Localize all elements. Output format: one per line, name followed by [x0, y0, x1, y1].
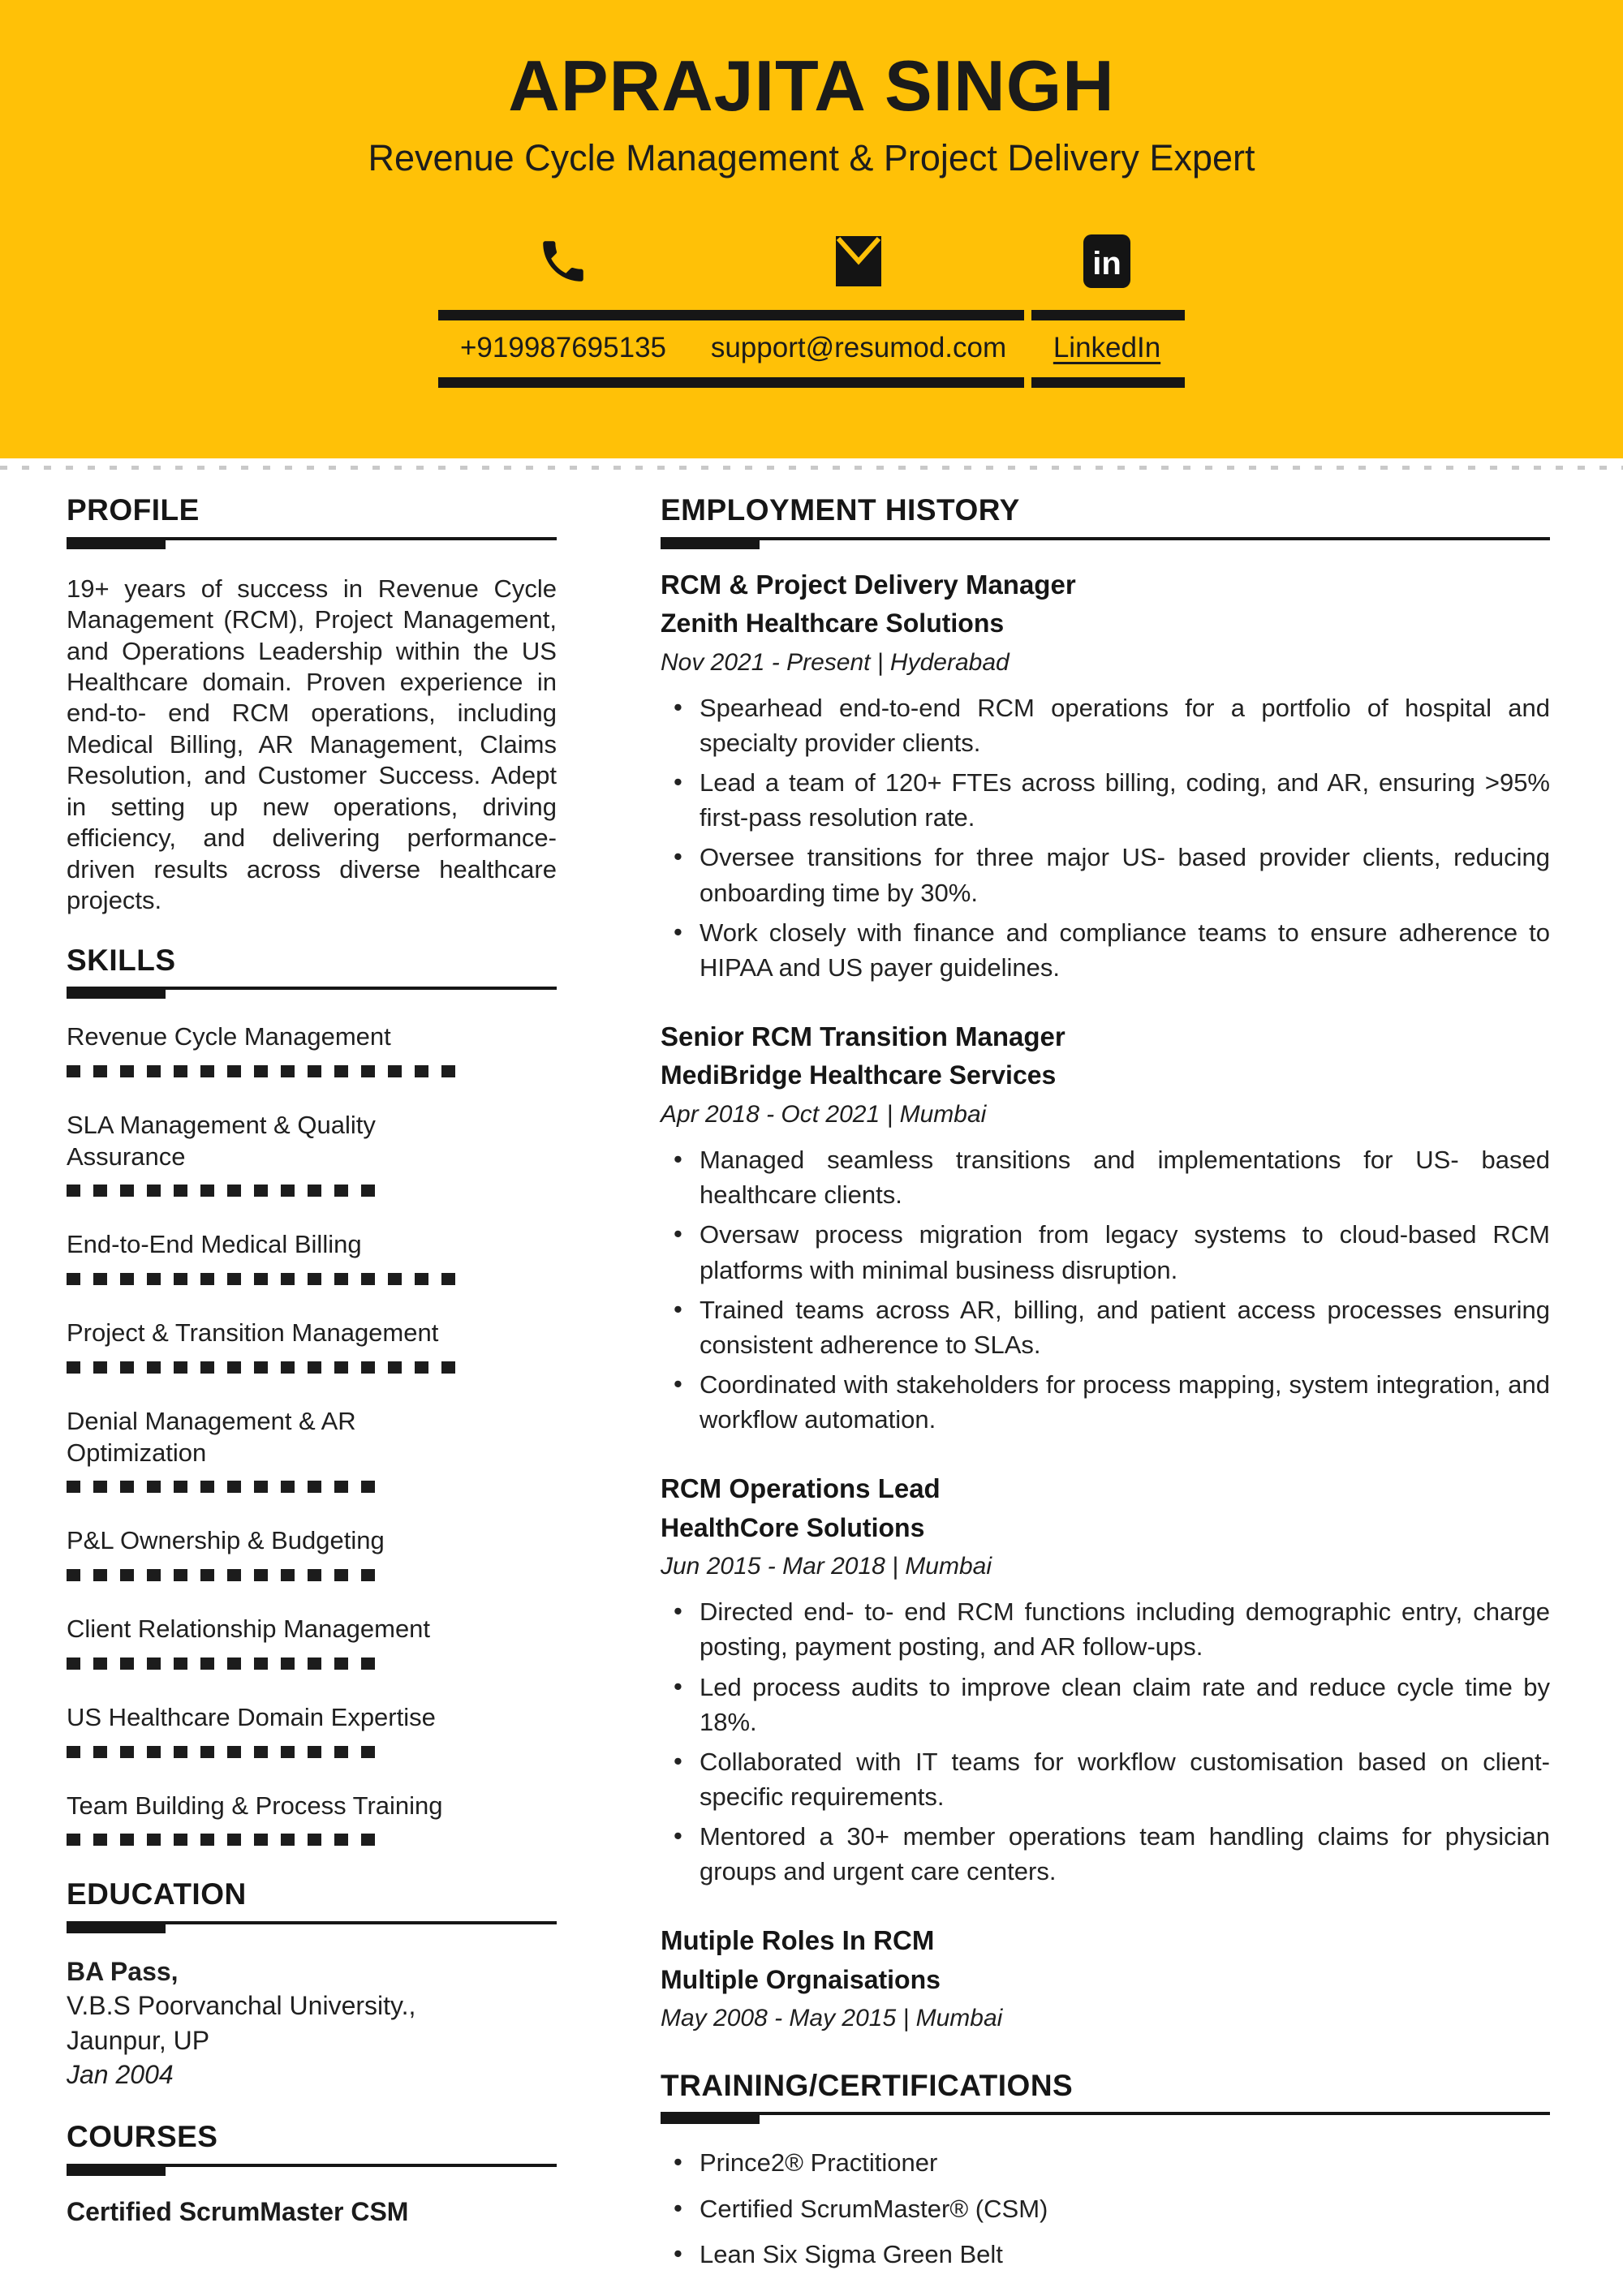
job-company: HealthCore Solutions: [661, 1512, 925, 1542]
skills-list: [67, 1021, 557, 1846]
job-bullet: • Oversaw process migration from legacy systems to cloud-based RCM platforms with minimal business disruption.: [661, 1217, 1550, 1287]
job-bullet: • Lead a team of 120+ FTEs across billing, coding, and AR, ensuring >95% first-pass resolution rate.: [661, 765, 1550, 835]
job-title: RCM Operations Lead: [661, 1473, 941, 1503]
job-bullets: [661, 1594, 1550, 1889]
job-bullet: • Work closely with finance and compliance teams to ensure adherence to HIPAA and US payer guidelines.: [661, 915, 1550, 985]
skill-item: [67, 1406, 557, 1494]
job-entry: [661, 1021, 1550, 1437]
courses-list: [67, 2197, 557, 2227]
skill-label: Client Relationship Management: [67, 1615, 431, 1644]
skill-item: [67, 1614, 557, 1670]
education-location: Jaunpur, UP: [67, 2025, 210, 2055]
training-section: [661, 2070, 1550, 2272]
email-icon: [836, 236, 881, 286]
skill-item: [67, 1791, 557, 1847]
training-item: • Prince2® Practitioner: [661, 2145, 1550, 2180]
course-item: Certified ScrumMaster CSM: [67, 2196, 409, 2226]
jobs-container: [661, 569, 1550, 2034]
skill-level-bar: [67, 1361, 458, 1374]
job-dates-location: Nov 2021 - Present | Hyderabad: [661, 648, 1010, 676]
skill-level-bar: [67, 1569, 385, 1581]
email-icon-cell: [688, 236, 1029, 286]
skill-level-bar: [67, 1834, 385, 1846]
job-bullet: • Trained teams across AR, billing, and patient access processes ensuring consistent adherence to SLAs.: [661, 1292, 1550, 1362]
email-address: support@resumod.com: [710, 332, 1007, 364]
skill-label: Team Building & Process Training: [67, 1791, 443, 1820]
body-columns: [0, 470, 1623, 2282]
skill-level-bar: [67, 1185, 385, 1197]
employment-section: [661, 494, 1550, 2034]
job-bullet: • Collaborated with IT teams for workflow customisation based on client-specific requirements.: [661, 1744, 1550, 1814]
employment-heading: EMPLOYMENT HISTORY: [661, 493, 1020, 527]
linkedin-link[interactable]: LinkedIn: [1053, 332, 1161, 364]
linkedin-icon: in: [1083, 234, 1130, 288]
job-title: RCM & Project Delivery Manager: [661, 569, 1076, 600]
skill-item: [67, 1525, 557, 1581]
header: [0, 0, 1623, 458]
person-name: APRAJITA SINGH: [508, 45, 1115, 126]
education-degree: BA Pass,: [67, 1957, 179, 1987]
training-item: • Certified ScrumMaster® (CSM): [661, 2191, 1550, 2226]
skill-label: P&L Ownership & Budgeting: [67, 1526, 385, 1555]
job-bullet: • Spearhead end-to-end RCM operations for a portfolio of hospital and specialty provider clients.: [661, 690, 1550, 760]
skill-level-bar: [67, 1273, 458, 1285]
training-heading: TRAINING/CERTIFICATIONS: [661, 2068, 1074, 2102]
job-bullets: [661, 690, 1550, 985]
skills-section: [67, 944, 557, 1847]
contact-block: [438, 230, 1185, 388]
contact-icons-row: [438, 230, 1185, 292]
job-dates-location: May 2008 - May 2015 | Mumbai: [661, 2005, 1003, 2032]
courses-heading-rule: [67, 2164, 557, 2176]
education-heading: EDUCATION: [67, 1877, 247, 1911]
job-entry: [661, 1924, 1550, 2033]
job-dates-location: Apr 2018 - Oct 2021 | Mumbai: [661, 1100, 987, 1128]
job-bullet: • Directed end- to- end RCM functions including demographic entry, charge posting, payment posting, and AR follow-ups.: [661, 1594, 1550, 1664]
contact-divider-top: [438, 310, 1185, 320]
skill-level-bar: [67, 1746, 385, 1758]
skill-label: Denial Management & AR Optimization: [67, 1406, 356, 1467]
education-section: [67, 1878, 557, 2092]
skill-label: End-to-End Medical Billing: [67, 1230, 362, 1259]
profile-heading-rule: [67, 537, 557, 549]
skill-item: [67, 1110, 557, 1197]
phone-number: +919987695135: [459, 332, 667, 364]
skill-level-bar: [67, 1481, 385, 1493]
job-entry: [661, 1473, 1550, 1889]
job-title: Senior RCM Transition Manager: [661, 1021, 1065, 1051]
skill-label: Project & Transition Management: [67, 1318, 439, 1348]
education-school: V.B.S Poorvanchal University.,: [67, 1991, 416, 2021]
education-date: Jan 2004: [67, 2059, 174, 2089]
skill-level-bar: [67, 1065, 458, 1077]
job-company: Zenith Healthcare Solutions: [661, 608, 1005, 638]
skills-heading-rule: [67, 987, 557, 999]
job-dates-location: Jun 2015 - Mar 2018 | Mumbai: [661, 1552, 992, 1580]
profile-heading: PROFILE: [67, 493, 200, 527]
skills-heading: SKILLS: [67, 943, 176, 977]
job-entry: [661, 569, 1550, 985]
skill-label: US Healthcare Domain Expertise: [67, 1702, 436, 1731]
skill-label: SLA Management & Quality Assurance: [67, 1110, 376, 1171]
training-heading-rule: [661, 2112, 1550, 2124]
training-item: • Lean Six Sigma Green Belt: [661, 2237, 1550, 2272]
skill-item: [67, 1318, 557, 1374]
phone-icon: [536, 234, 590, 288]
skill-item: [67, 1021, 557, 1077]
left-column: [67, 494, 557, 2282]
skill-level-bar: [67, 1658, 385, 1670]
courses-heading: COURSES: [67, 2120, 218, 2154]
right-column: [661, 494, 1550, 2282]
job-title: Mutiple Roles In RCM: [661, 1925, 935, 1956]
education-heading-rule: [67, 1921, 557, 1933]
courses-section: [67, 2121, 557, 2227]
education-entry: [67, 1954, 557, 2092]
employment-heading-rule: [661, 537, 1550, 549]
linkedin-icon-cell: [1029, 234, 1185, 288]
skill-item: [67, 1702, 557, 1758]
job-bullet: • Oversee transitions for three major US- based provider clients, reducing onboarding time by 30%.: [661, 840, 1550, 909]
training-list: [661, 2145, 1550, 2272]
profile-section: [67, 494, 557, 917]
job-bullet: • Mentored a 30+ member operations team handling claims for physician groups and urgent care centers.: [661, 1819, 1550, 1889]
job-bullets: [661, 1142, 1550, 1437]
job-bullet: • Coordinated with stakeholders for process mapping, system integration, and workflow automation.: [661, 1367, 1550, 1437]
profile-text: 19+ years of success in Revenue Cycle Management (RCM), Project Management, and Operations Leadership within the US Healthcare domain. Proven experience in end-to- end RCM operations, including Medical Billing, AR Management, Claims Resolution, and Customer Success. Adept in setting up new operations, driving efficiency, and delivering performance- driven results across diverse healthcare projects.: [67, 574, 557, 915]
job-company: MediBridge Healthcare Services: [661, 1060, 1057, 1090]
job-company: Multiple Orgnaisations: [661, 1964, 941, 1994]
contact-divider-bottom: [438, 377, 1185, 388]
contact-labels-row: [438, 320, 1185, 377]
skill-label: Revenue Cycle Management: [67, 1022, 391, 1051]
job-bullet: • Led process audits to improve clean claim rate and reduce cycle time by 18%.: [661, 1670, 1550, 1739]
job-bullet: • Managed seamless transitions and implementations for US- based healthcare clients.: [661, 1142, 1550, 1212]
person-title: Revenue Cycle Management & Project Delivery Expert: [368, 136, 1255, 178]
skill-item: [67, 1229, 557, 1285]
phone-icon-cell: [438, 234, 688, 288]
